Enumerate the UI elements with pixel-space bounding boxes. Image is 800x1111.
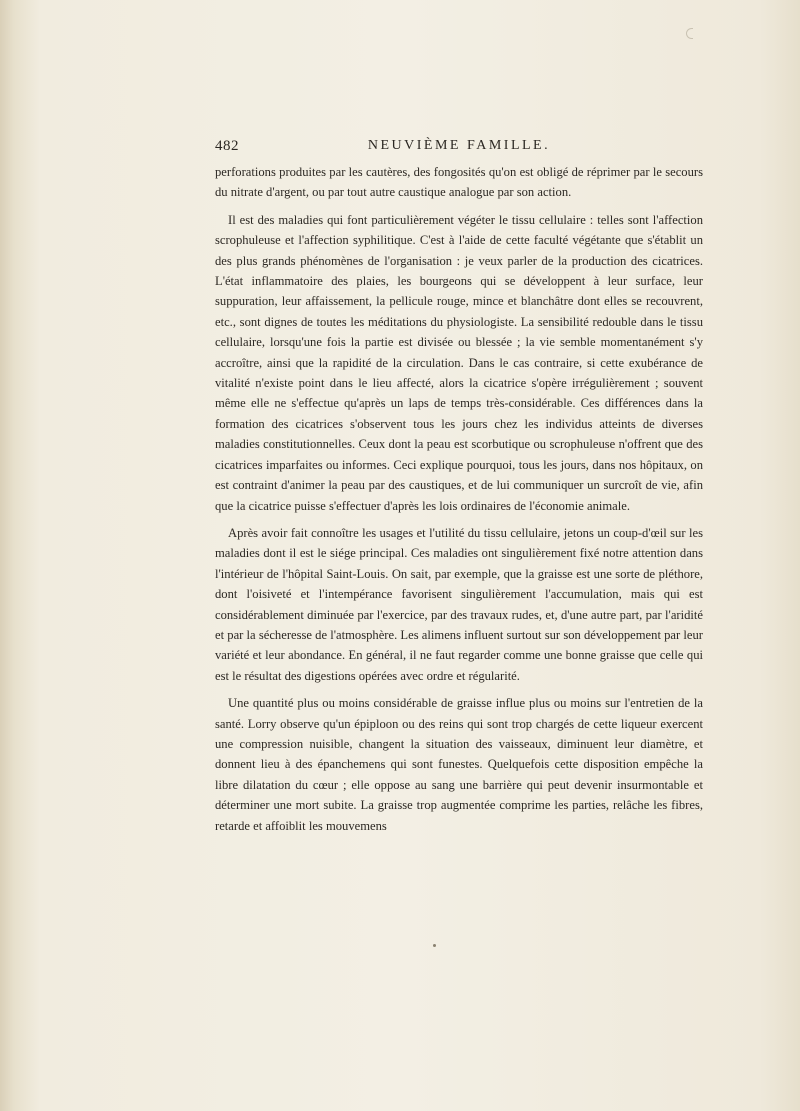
paragraph-cicatrices: Il est des maladies qui font particulièrement végéter le tissu cellulaire : telles sont l'affection scrophuleuse et l'affection syphilitique. C'est à l'aide de cette faculté végétante que s'établit un des plus grands phénomènes de l'organisation : je veux parler de la production des cicatrices. L'état inflammatoire des plaies, les bourgeons qui se développent à leur surface, leur suppuration, leur affaissement, la pellicule rouge, mince et blanchâtre dont elles se recouvrent, etc., sont dignes de toutes les méditations du physiologiste. La sensibilité redouble dans le tissu cellulaire, lorsqu'une fois la partie est divisée ou blessée ; la vie semble momentanément s'y accroître, ainsi que la rapidité de la circulation. Dans le cas contraire, si cette exubérance de vitalité n'existe point dans le lieu affecté, alors la cicatrice s'opère irrégulièrement ; souvent même elle ne s'effectue qu'après un laps de temps très-considérable. Ces différences dans la formation des cicatrices s'observent tous les jours chez les individus atteints de diverses maladies constitutionnelles. Ceux dont la peau est scorbutique ou scrophuleuse n'offrent que des cicatrices imparfaites ou informes. Ceci explique pourquoi, tous les jours, dans nos hôpitaux, on est contraint d'animer la peau par des caustiques, et de lui communiquer un surcroît de vie, afin que la cicatrice puisse s'effectuer d'après les lois ordinaires de l'économie animale. (215, 212, 703, 513)
paragraph-sante: Une quantité plus ou moins considérable de graisse influe plus ou moins sur l'entretien de la santé. Lorry observe qu'un épiploon ou des reins qui sont trop chargés de cette liqueur exercent une compression nuisible, changent la situation des vaisseaux, diminuent leur diamètre, et donnent lieu à des épanchemens qui sont funestes. Quelquefois cette disposition empêche la libre dilatation du cœur ; elle oppose au sang une barrière qui peut devenir insurmontable et déterminer une mort subite. La graisse trop augmentée comprime les parties, relâche les fibres, retarde et affoiblit les mouvemens (215, 696, 703, 833)
paragraph-continuation: perforations produites par les cautères, des fongosités qu'on est obligé de réprimer par le secours du nitrate d'argent, ou par tout autre caustique analogue par son action. (215, 165, 703, 200)
running-title: NEUVIÈME FAMILLE. (367, 138, 551, 153)
page-header (215, 138, 703, 158)
body-text (215, 162, 703, 843)
page-number: 482 (215, 138, 239, 154)
paragraph-graisse: Après avoir fait connoître les usages et l'utilité du tissu cellulaire, jetons un coup-d'œil sur les maladies dont il est le siége principal. Ces maladies ont singulièrement fixé notre attention dans l'intérieur de l'hôpital Saint-Louis. On sait, par exemple, que la graisse est une sorte de pléthore, dont l'oisiveté et l'intempérance favorisent singulièrement l'accumulation, mais qui est considérablement diminuée par l'exercice, par des travaux rudes, et, d'une autre part, par l'aridité et par la sécheresse de l'atmosphère. Les alimens influent surtout sur son développement par leur variété et leur abondance. En général, il ne faut regarder comme une bonne graisse que celle qui est le résultat des digestions opérées avec ordre et régularité. (215, 525, 703, 683)
paper-blemish (686, 28, 693, 39)
ink-speck (433, 944, 436, 947)
